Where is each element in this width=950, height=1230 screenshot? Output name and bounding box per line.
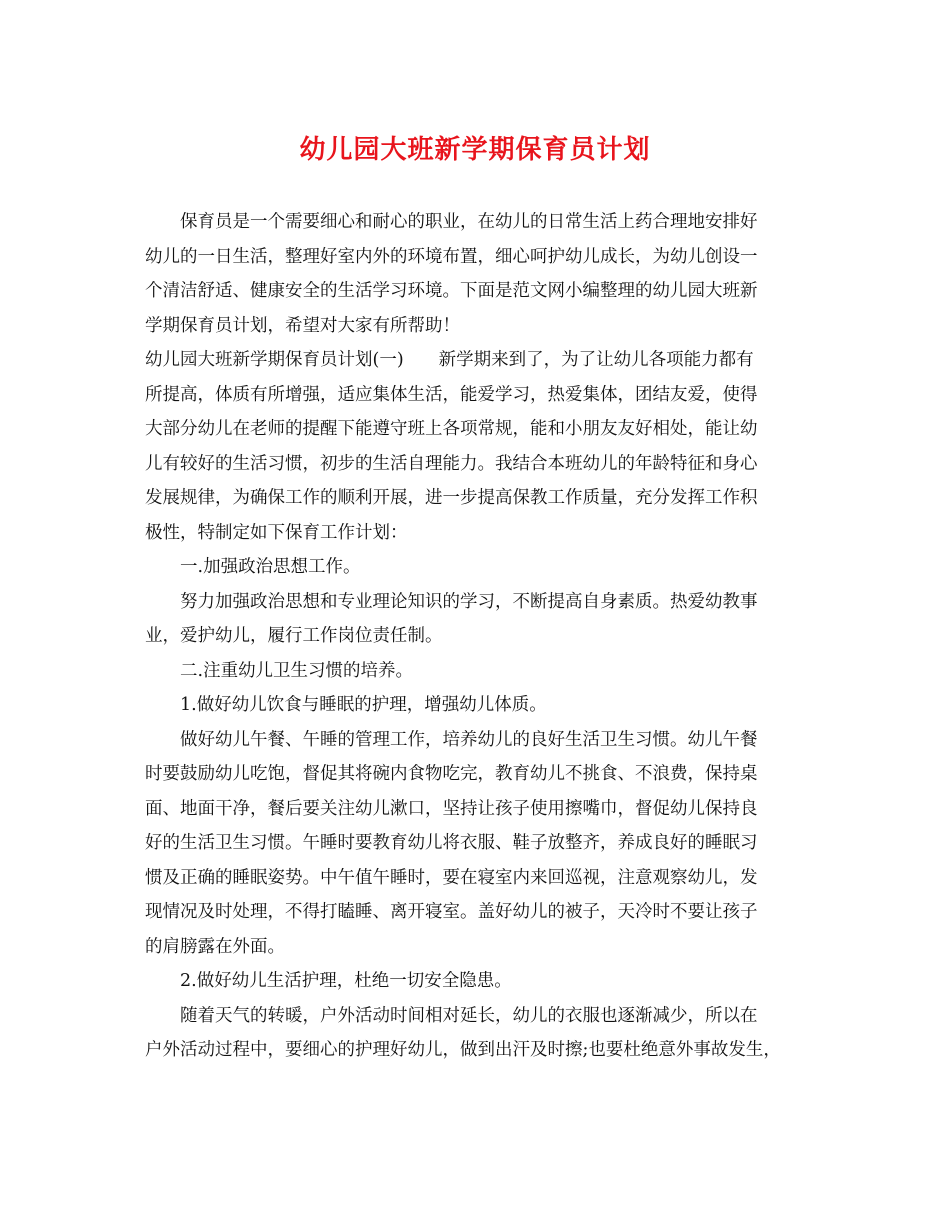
text-line: 保育员是一个需要细心和耐心的职业，在幼儿的日常生活上药合理地安排好	[180, 212, 758, 232]
text-line: 户外活动过程中，要细心的护理好幼儿，做到出汗及时擦;也要杜绝意外事故发生，	[145, 1040, 781, 1060]
text-line: 2.做好幼儿生活护理，杜绝一切安全隐患。	[180, 971, 512, 991]
text-line: 时要鼓励幼儿吃饱，督促其将碗内食物吃完，教育幼儿不挑食、不浪费，保持桌	[145, 764, 758, 784]
document-title: 幼儿园大班新学期保育员计划	[299, 135, 651, 165]
text-line: 儿有较好的生活习惯，初步的生活自理能力。我结合本班幼儿的年龄特征和身心	[145, 453, 758, 474]
text-line: 的肩膀露在外面。	[145, 936, 285, 957]
text-line: 极性，特制定如下保育工作计划：	[145, 522, 408, 543]
text-line: 一.加强政治思想工作。	[180, 557, 361, 577]
text-line: 个清洁舒适、健康安全的生活学习环境。下面是范文网小编整理的幼儿园大班新	[145, 281, 758, 301]
text-line: 二.注重幼儿卫生习惯的培养。	[180, 660, 414, 681]
text-line: 面、地面干净，餐后要关注幼儿漱口，坚持让孩子使用擦嘴巾，督促幼儿保持良	[145, 798, 758, 819]
text-line: 惯及正确的睡眠姿势。中午值午睡时，要在寝室内来回巡视，注意观察幼儿，发	[145, 867, 758, 888]
text-line: 做好幼儿午餐、午睡的管理工作，培养幼儿的良好生活卫生习惯。幼儿午餐	[180, 729, 758, 750]
document-body	[145, 205, 815, 1068]
text-line: 1.做好幼儿饮食与睡眠的护理，增强幼儿体质。	[180, 695, 547, 715]
text-line: 所提高，体质有所增强，适应集体生活，能爱学习，热爱集体，团结友爱，使得	[145, 384, 758, 405]
text-line: 幼儿园大班新学期保育员计划(一) 新学期来到了，为了让幼儿各项能力都有	[145, 350, 754, 370]
text-line: 幼儿的一日生活，整理好室内外的环境布置，细心呵护幼儿成长，为幼儿创设一	[145, 246, 758, 267]
text-line: 随着天气的转暖，户外活动时间相对延长，幼儿的衣服也逐渐减少，所以在	[180, 1005, 758, 1026]
text-line: 大部分幼儿在老师的提醒下能遵守班上各项常规，能和小朋友友好相处，能让幼	[145, 419, 758, 439]
text-line: 好的生活卫生习惯。午睡时要教育幼儿将衣服、鞋子放整齐，养成良好的睡眠习	[145, 833, 758, 853]
text-line: 业，爱护幼儿，履行工作岗位责任制。	[145, 626, 443, 646]
text-line: 现情况及时处理，不得打瞌睡、离开寝室。盖好幼儿的被子，天冷时不要让孩子	[145, 902, 758, 922]
text-line: 努力加强政治思想和专业理论知识的学习，不断提高自身素质。热爱幼教事	[180, 591, 758, 612]
text-line: 发展规律，为确保工作的顺利开展，进一步提高保教工作质量，充分发挥工作积	[145, 488, 758, 508]
text-line: 学期保育员计划，希望对大家有所帮助！	[145, 315, 460, 336]
